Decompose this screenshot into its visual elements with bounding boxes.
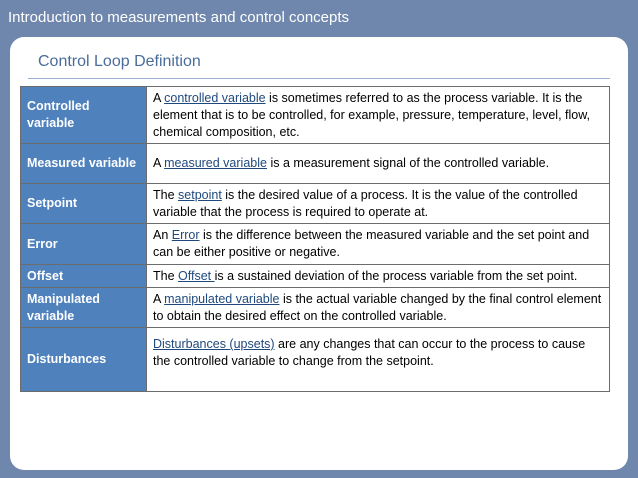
- definition-disturbances: Disturbances (upsets) are any changes that can occur to the process to cause the controlled variable to change from the setpoint.: [147, 328, 610, 392]
- table-row: [21, 87, 610, 144]
- table-row: [21, 224, 610, 265]
- slide-panel: [10, 37, 628, 470]
- table-row: [21, 144, 610, 184]
- definitions-table: [20, 86, 610, 392]
- term-measured-variable: Measured variable: [21, 144, 147, 184]
- term-error: Error: [21, 224, 147, 265]
- term-disturbances: Disturbances: [21, 328, 147, 392]
- definition-offset: The Offset is a sustained deviation of the process variable from the set point.: [147, 265, 610, 288]
- title-divider: [28, 78, 610, 79]
- term-manipulated-variable: Manipulated variable: [21, 288, 147, 328]
- link-error[interactable]: Error: [171, 228, 200, 242]
- definition-error: An Error is the difference between the measured variable and the set point and can be either positive or negative.: [147, 224, 610, 265]
- link-setpoint[interactable]: setpoint: [178, 187, 222, 202]
- link-offset[interactable]: Offset: [178, 268, 215, 283]
- term-setpoint: Setpoint: [21, 184, 147, 224]
- term-controlled-variable: Controlled variable: [21, 87, 147, 144]
- link-controlled-variable[interactable]: controlled variable: [164, 90, 266, 105]
- presentation-title: Introduction to measurements and control concepts: [8, 9, 350, 26]
- term-offset: Offset: [21, 265, 147, 288]
- table-row: [21, 184, 610, 224]
- table-row: [21, 328, 610, 392]
- link-manipulated-variable[interactable]: manipulated variable: [164, 291, 280, 306]
- definition-measured-variable: A measured variable is a measurement signal of the controlled variable.: [147, 144, 610, 184]
- definition-manipulated-variable: A manipulated variable is the actual variable changed by the final control element to obtain the desired effect on the controlled variable.: [147, 288, 610, 328]
- slide-title: Control Loop Definition: [38, 53, 201, 70]
- link-disturbances[interactable]: Disturbances (upsets): [153, 337, 275, 351]
- link-measured-variable[interactable]: measured variable: [164, 156, 267, 170]
- table-row: [21, 265, 610, 288]
- definition-setpoint: The setpoint is the desired value of a process. It is the value of the controlled variable that the process is required to operate at.: [147, 184, 610, 224]
- table-row: [21, 288, 610, 328]
- definition-controlled-variable: A controlled variable is sometimes referred to as the process variable. It is the element that is to be controlled, for example, pressure, temperature, level, flow, chemical composition, etc.: [147, 87, 610, 144]
